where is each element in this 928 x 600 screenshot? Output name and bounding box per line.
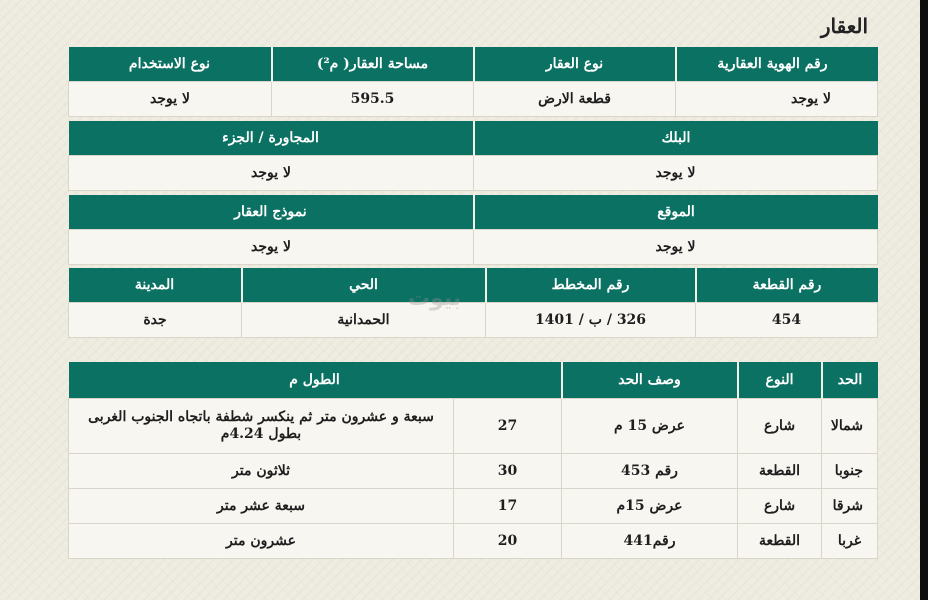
boundary-length-text: سبعة و عشرون متر ثم ينكسر شطفة باتجاه الجنوب الغربى بطول 4.24م bbox=[69, 399, 454, 454]
header-type: النوع bbox=[738, 362, 822, 399]
section-title: العقار bbox=[820, 14, 868, 38]
value-property-area: 595.5 bbox=[272, 82, 474, 117]
value-plan-number: 326 / ب / 1401 bbox=[486, 303, 696, 338]
header-property-area: مساحة العقار( م²) bbox=[272, 47, 474, 82]
table-header-row bbox=[69, 121, 878, 156]
boundary-description: رقم 453 bbox=[562, 454, 738, 489]
header-property-id: رقم الهوية العقارية bbox=[676, 47, 878, 82]
boundary-direction: جنوبا bbox=[822, 454, 878, 489]
table-row bbox=[69, 303, 878, 338]
header-city: المدينة bbox=[69, 268, 242, 303]
header-property-model: نموذج العقار bbox=[69, 195, 474, 230]
header-neighborhood-part: المجاورة / الجزء bbox=[69, 121, 474, 156]
value-property-model: لا يوجد bbox=[69, 230, 474, 265]
table-row bbox=[69, 489, 878, 524]
property-info-table bbox=[68, 47, 878, 117]
table-row bbox=[69, 230, 878, 265]
boundary-type: القطعة bbox=[738, 524, 822, 559]
value-usage-type: لا يوجد bbox=[69, 82, 272, 117]
block-table bbox=[68, 121, 878, 191]
table-header-row bbox=[69, 47, 878, 82]
boundary-length-number: 17 bbox=[454, 489, 562, 524]
header-usage-type: نوع الاستخدام bbox=[69, 47, 272, 82]
table-header-row bbox=[69, 195, 878, 230]
table-row bbox=[69, 156, 878, 191]
header-plot-number: رقم القطعة bbox=[696, 268, 878, 303]
value-property-type: قطعة الارض bbox=[474, 82, 676, 117]
location-table bbox=[68, 195, 878, 265]
header-district: الحي bbox=[242, 268, 486, 303]
header-property-type: نوع العقار bbox=[474, 47, 676, 82]
boundary-length-text: عشرون متر bbox=[69, 524, 454, 559]
boundary-length-number: 27 bbox=[454, 399, 562, 454]
table-header-row bbox=[69, 362, 878, 399]
boundary-length-number: 20 bbox=[454, 524, 562, 559]
boundary-description: عرض 15 م bbox=[562, 399, 738, 454]
boundary-description: عرض 15م bbox=[562, 489, 738, 524]
plot-table bbox=[68, 268, 878, 338]
header-boundary-desc: وصف الحد bbox=[562, 362, 738, 399]
table-header-row bbox=[69, 268, 878, 303]
header-boundary: الحد bbox=[822, 362, 878, 399]
value-district: الحمدانية bbox=[242, 303, 486, 338]
window-edge bbox=[920, 0, 928, 600]
boundary-type: القطعة bbox=[738, 454, 822, 489]
header-block: البلك bbox=[474, 121, 878, 156]
boundaries-table bbox=[68, 362, 878, 559]
header-length: الطول م bbox=[69, 362, 562, 399]
table-row bbox=[69, 454, 878, 489]
boundary-direction: شمالا bbox=[822, 399, 878, 454]
table-row bbox=[69, 82, 878, 117]
boundary-length-text: ثلاثون متر bbox=[69, 454, 454, 489]
boundary-type: شارع bbox=[738, 489, 822, 524]
table-row bbox=[69, 524, 878, 559]
watermark: بيوت bbox=[408, 286, 462, 311]
header-plan-number: رقم المخطط bbox=[486, 268, 696, 303]
boundary-length-number: 30 bbox=[454, 454, 562, 489]
boundary-length-text: سبعة عشر متر bbox=[69, 489, 454, 524]
header-location: الموقع bbox=[474, 195, 878, 230]
value-city: جدة bbox=[69, 303, 242, 338]
boundary-direction: شرقا bbox=[822, 489, 878, 524]
boundary-type: شارع bbox=[738, 399, 822, 454]
boundary-description: رقم441 bbox=[562, 524, 738, 559]
value-location: لا يوجد bbox=[474, 230, 878, 265]
value-neighborhood-part: لا يوجد bbox=[69, 156, 474, 191]
value-block: لا يوجد bbox=[474, 156, 878, 191]
value-plot-number: 454 bbox=[696, 303, 878, 338]
table-row bbox=[69, 399, 878, 454]
value-property-id: لا يوجد bbox=[676, 82, 878, 117]
boundary-direction: غربا bbox=[822, 524, 878, 559]
